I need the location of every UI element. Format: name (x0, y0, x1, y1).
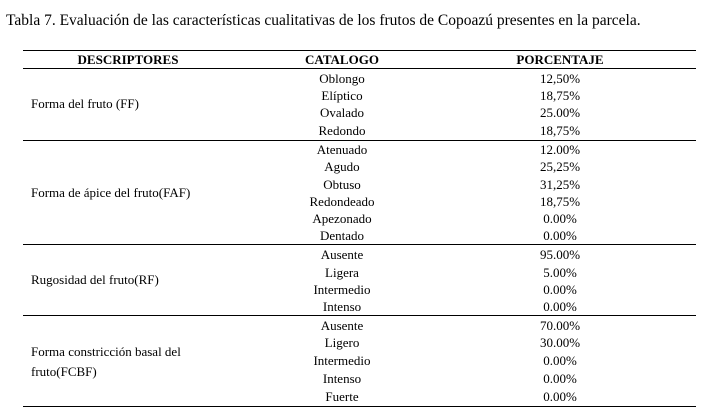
column-header-descriptores: DESCRIPTORES (77, 52, 179, 67)
table-cell-porcentaje: 25.00% (539, 105, 581, 120)
table-cell-porcentaje: 0.00% (543, 211, 577, 226)
table-cell-catalogo: Ligero (324, 335, 360, 350)
table-cell-catalogo: Obtuso (323, 177, 361, 192)
table-cell-catalogo: Intermedio (313, 353, 371, 368)
table-cell-catalogo: Agudo (324, 159, 360, 174)
group-divider-rule (23, 244, 696, 245)
table-cell-porcentaje: 0.00% (543, 371, 577, 386)
table-cell-catalogo: Fuerte (325, 389, 359, 404)
table-cell-catalogo: Apezonado (312, 211, 372, 226)
group-divider-rule (23, 315, 696, 316)
header-bottom-rule (23, 68, 696, 69)
table-cell-catalogo: Redondo (318, 123, 366, 138)
column-header-porcentaje: PORCENTAJE (516, 52, 604, 67)
table-caption: Tabla 7. Evaluación de las características cualitativas de los frutos de Copoazú presentes en la parcela. (6, 12, 641, 29)
table-cell-porcentaje: 0.00% (543, 353, 577, 368)
table-cell-catalogo: Intermedio (313, 282, 371, 297)
table-cell-catalogo: Intenso (322, 299, 362, 314)
descriptor-label (31, 342, 231, 382)
table-cell-catalogo: Intenso (322, 371, 362, 386)
table-cell-catalogo: Ausente (320, 318, 364, 333)
descriptor-label: Forma de ápice del fruto(FAF) (31, 185, 191, 200)
table-cell-porcentaje: 0.00% (543, 389, 577, 404)
table-cell-porcentaje: 12.00% (539, 142, 581, 157)
table-cell-porcentaje: 12,50% (539, 71, 581, 86)
column-header-catalogo: CATALOGO (305, 52, 379, 67)
descriptor-label-line: Forma constricción basal del (31, 344, 181, 359)
table-cell-porcentaje: 31,25% (539, 177, 581, 192)
table-cell-porcentaje: 18,75% (539, 88, 581, 103)
table-cell-porcentaje: 18,75% (539, 194, 581, 209)
table-cell-porcentaje: 95.00% (539, 247, 581, 262)
table-cell-porcentaje: 0.00% (543, 282, 577, 297)
table-cell-catalogo: Ovalado (319, 105, 365, 120)
table-cell-catalogo: Oblongo (319, 71, 365, 86)
descriptor-label: Forma del fruto (FF) (31, 96, 139, 111)
table-cell-porcentaje: 0.00% (543, 299, 577, 314)
table-cell-catalogo: Redondeado (309, 194, 375, 209)
table-cell-catalogo: Ausente (320, 247, 364, 262)
table-cell-porcentaje: 30.00% (539, 335, 581, 350)
table-cell-porcentaje: 5.00% (543, 265, 577, 280)
table-bottom-rule (23, 406, 696, 407)
table-cell-catalogo: Dentado (319, 228, 365, 243)
table-cell-porcentaje: 70.00% (539, 318, 581, 333)
table-cell-catalogo: Ligera (325, 265, 359, 280)
table-cell-porcentaje: 0.00% (543, 228, 577, 243)
table-cell-catalogo: Atenuado (316, 142, 368, 157)
descriptor-label: Rugosidad del fruto(RF) (31, 272, 159, 287)
table-cell-catalogo: Elíptico (321, 88, 363, 103)
descriptor-label-line: fruto(FCBF) (31, 364, 97, 379)
table-cell-porcentaje: 25,25% (539, 159, 581, 174)
table-cell-porcentaje: 18,75% (539, 123, 581, 138)
